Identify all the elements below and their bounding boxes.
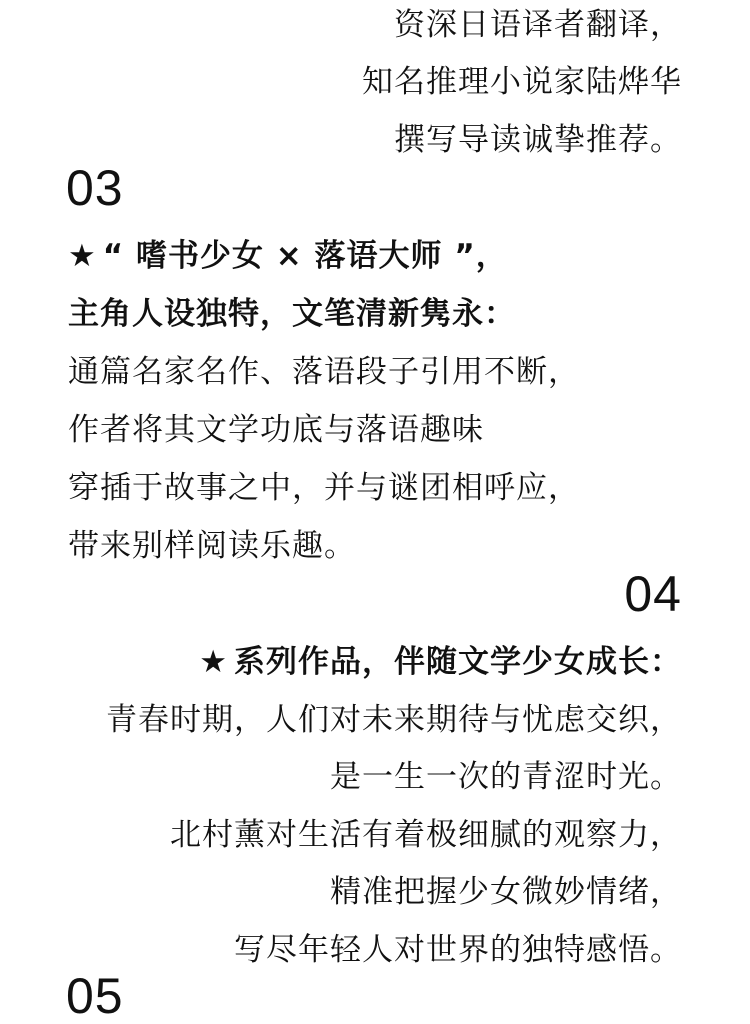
section02-line-3: 撰写导读诚挚推荐。 bbox=[394, 122, 682, 158]
section04-number: 04 bbox=[624, 566, 682, 622]
section04-body-2: 是一生一次的青涩时光。 bbox=[330, 759, 682, 795]
section03-body-1: 通篇名家名作、落语段子引用不断， bbox=[68, 354, 580, 390]
section04-headline-text: 系列作品，伴随文学少女成长： bbox=[234, 644, 682, 680]
section04-headline bbox=[199, 642, 682, 682]
section05-number: 05 bbox=[66, 968, 124, 1024]
section03-headline-1-text: “ 嗜书少女 × 落语大师 ”， bbox=[102, 238, 508, 274]
star-icon: ★ bbox=[68, 238, 97, 274]
section03-headline-2: 主角人设独特，文笔清新隽永： bbox=[68, 296, 516, 332]
section03-body-2: 作者将其文学功底与落语趣味 bbox=[68, 412, 484, 448]
section04-body-4: 精准把握少女微妙情绪， bbox=[330, 874, 682, 910]
section04-body-5: 写尽年轻人对世界的独特感悟。 bbox=[234, 932, 682, 968]
section02-line-2: 知名推理小说家陆烨华 bbox=[362, 64, 682, 100]
section03-headline-1 bbox=[68, 236, 508, 276]
section02-line-1: 资深日语译者翻译， bbox=[394, 7, 682, 43]
section03-body-3: 穿插于故事之中，并与谜团相呼应， bbox=[68, 470, 580, 506]
section04-body-1: 青春时期，人们对未来期待与忧虑交织， bbox=[106, 702, 682, 738]
section04-body-3: 北村薰对生活有着极细腻的观察力， bbox=[170, 817, 682, 853]
section03-body-4: 带来别样阅读乐趣。 bbox=[68, 528, 356, 564]
star-icon: ★ bbox=[199, 644, 228, 680]
section03-number: 03 bbox=[66, 160, 124, 216]
